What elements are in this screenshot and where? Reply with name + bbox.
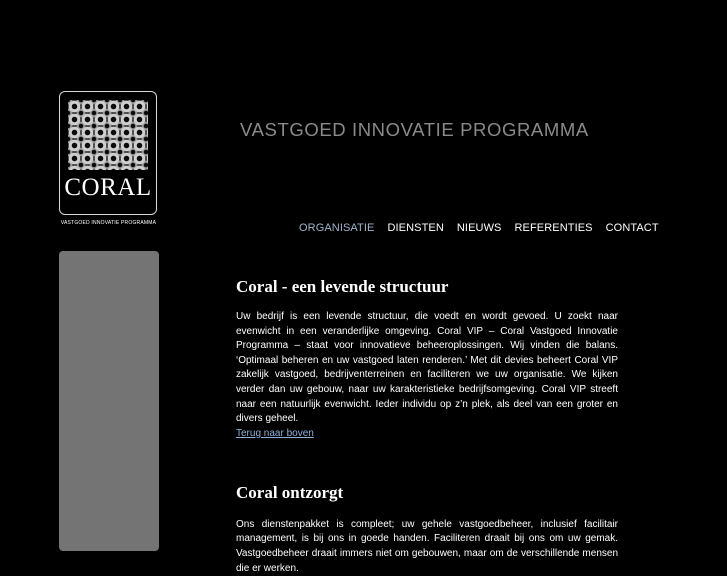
logo-tagline: VASTGOED INNOVATIE PROGRAMMA bbox=[60, 220, 157, 226]
nav-item-contact[interactable]: CONTACT bbox=[605, 222, 659, 234]
nav-item-organisatie[interactable]: ORGANISATIE bbox=[299, 222, 375, 234]
section-paragraph: Ons dienstenpakket is compleet; uw gehele vastgoedbeheer, inclusief facilitair management, is bij ons in goede handen. Faciliteren draait bij ons om uw gemak. Vastgoedbeheer draait immers niet om gebouwen, maar om de verschillende mensen die er werken. bbox=[236, 518, 618, 574]
sidebar-panel bbox=[59, 251, 159, 551]
logo[interactable] bbox=[59, 91, 157, 215]
section-paragraph: Uw bedrijf is een levende structuur, die voedt en wordt gevoed. U zoekt naar evenwicht in een veranderlijke omgeving. Coral VIP – Coral Vastgoed Innovatie Programma – staat voor innovatieve beheeroplossingen. Wij vinden die balans. ‘Optimaal beheren en uw vastgoed laten renderen.’ Met dit devies beheert Coral VIP zakelijk vastgoed, bedrijventerreinen en faciliteren we uw organisatie. We kijken verder dan uw gebouw, naar uw karakteristieke bedrijfsomgeving. Coral VIP streeft naar een natuurlijk evenwicht. Ieder individu op z’n plek, als deel van een groter en divers geheel. bbox=[236, 311, 618, 425]
main-nav bbox=[299, 222, 659, 234]
coral-pattern-icon bbox=[68, 100, 148, 170]
nav-item-referenties[interactable]: REFERENTIES bbox=[514, 222, 593, 234]
back-to-top-link[interactable]: Terug naar boven bbox=[236, 427, 314, 439]
logo-wordmark: CORAL bbox=[64, 174, 152, 201]
nav-item-diensten[interactable]: DIENSTEN bbox=[387, 222, 444, 234]
section-ontzorgt bbox=[236, 482, 618, 576]
site-title: VASTGOED INNOVATIE PROGRAMMA bbox=[240, 119, 589, 140]
main-content bbox=[236, 276, 618, 576]
section-title: Coral - een levende structuur bbox=[236, 277, 449, 296]
section-levende-structuur bbox=[236, 276, 618, 441]
nav-item-nieuws[interactable]: NIEUWS bbox=[456, 222, 502, 234]
section-title: Coral ontzorgt bbox=[236, 482, 344, 502]
